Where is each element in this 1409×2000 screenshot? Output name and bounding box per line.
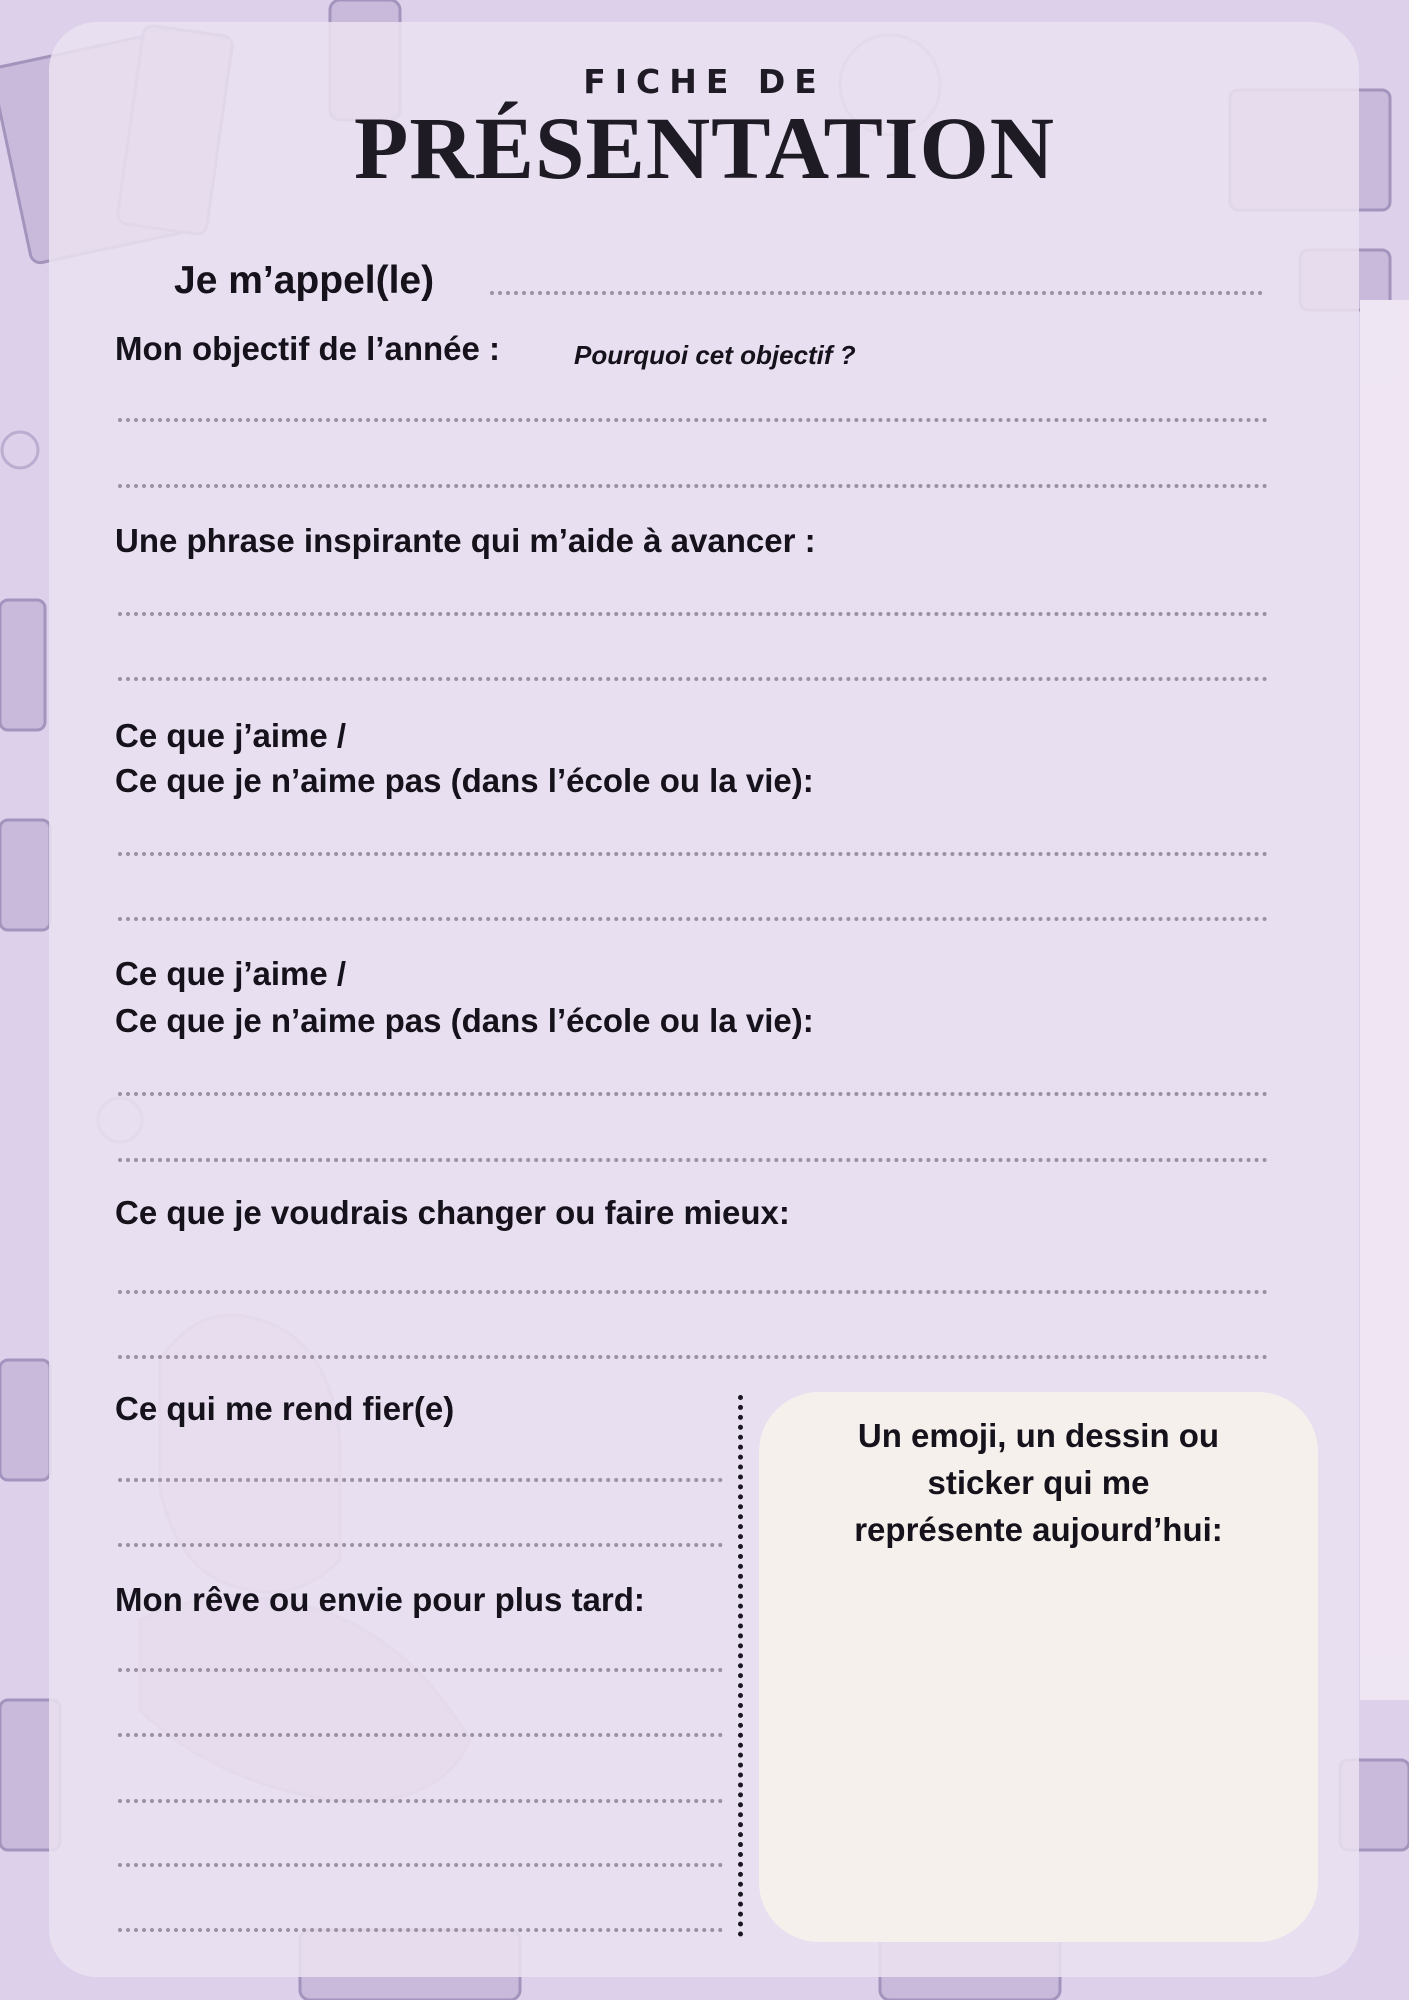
column-divider [738, 1395, 743, 1937]
quote-label: Une phrase inspirante qui m’aide à avancer : [115, 522, 816, 559]
objective-line-2[interactable] [118, 484, 1268, 488]
likes-line-2[interactable] [118, 917, 1268, 921]
likes-line-4[interactable] [118, 1158, 1268, 1162]
dream-line-3[interactable] [118, 1799, 723, 1803]
dream-line-2[interactable] [118, 1733, 723, 1737]
likes-label-2a: Ce que j’aime / [115, 955, 347, 992]
likes-line-3[interactable] [118, 1092, 1268, 1096]
likes-label-1b: Ce que je n’aime pas (dans l’école ou la vie): [115, 762, 814, 799]
objective-line-1[interactable] [118, 418, 1268, 422]
page-title: PRÉSENTATION [353, 100, 1056, 198]
proud-label: Ce qui me rend fier(e) [115, 1390, 455, 1427]
likes-label-2b: Ce que je n’aime pas (dans l’école ou la vie): [115, 1002, 814, 1039]
improve-line-2[interactable] [118, 1355, 1268, 1359]
dream-label: Mon rêve ou envie pour plus tard: [115, 1581, 645, 1618]
emoji-box-label: Un emoji, un dessin ou sticker qui me représente aujourd’hui: [854, 1417, 1223, 1548]
objective-why-label: Pourquoi cet objectif ? [574, 340, 856, 370]
objective-label: Mon objectif de l’année : [115, 330, 501, 367]
quote-line-1[interactable] [118, 612, 1268, 616]
improve-line-1[interactable] [118, 1290, 1268, 1294]
name-label: Je m’appel(le) [174, 259, 435, 302]
proud-line-1[interactable] [118, 1478, 723, 1482]
dream-line-4[interactable] [118, 1863, 723, 1867]
likes-line-1[interactable] [118, 852, 1268, 856]
title-line-1: FICHE DE [583, 62, 826, 101]
dream-line-1[interactable] [118, 1668, 723, 1672]
proud-line-2[interactable] [118, 1543, 723, 1547]
improve-label: Ce que je voudrais changer ou faire mieux: [115, 1194, 790, 1231]
likes-label-1a: Ce que j’aime / [115, 717, 347, 754]
name-line[interactable] [490, 291, 1263, 295]
emoji-drawing-box[interactable] [759, 1392, 1318, 1942]
dream-line-5[interactable] [118, 1928, 723, 1932]
quote-line-2[interactable] [118, 677, 1268, 681]
